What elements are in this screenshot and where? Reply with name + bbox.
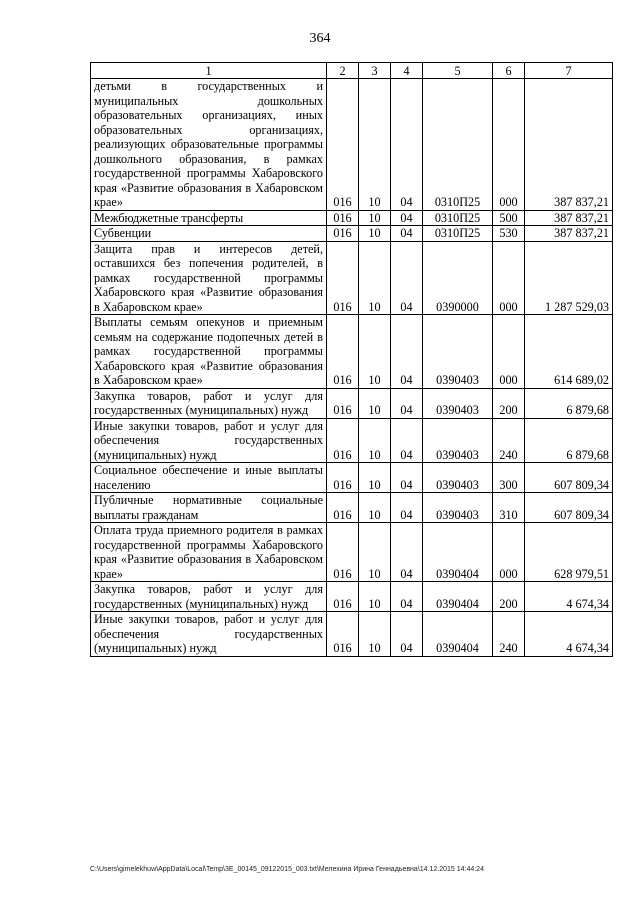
ministry-code-cell: 016 <box>327 210 359 226</box>
subsection-code-cell: 04 <box>391 388 423 418</box>
subsection-code-cell: 04 <box>391 226 423 242</box>
target-article-cell: 0390403 <box>423 418 493 463</box>
row-name-cell: Защита прав и интересов детей, оставшихся без попечения родителей, в рамках государственной программы Хабаровского края «Развитие образования в Хабаровском крае» <box>91 241 327 315</box>
target-article-cell: 0310П25 <box>423 79 493 211</box>
expense-type-cell: 500 <box>493 210 525 226</box>
column-header: 3 <box>359 63 391 79</box>
row-name-cell: детьми в государственных и муниципальных дошкольных образовательных организациях, иных образовательных организациях, реализующих образовательные программы дошкольного образования, в рамках государственной программы Хабаровского края «Развитие образования в Хабаровском крае» <box>91 79 327 211</box>
expense-type-cell: 000 <box>493 79 525 211</box>
subsection-code-cell: 04 <box>391 493 423 523</box>
table-row <box>91 226 613 242</box>
column-header: 4 <box>391 63 423 79</box>
expense-type-cell: 000 <box>493 241 525 315</box>
table-row <box>91 523 613 582</box>
ministry-code-cell: 016 <box>327 315 359 389</box>
target-article-cell: 0310П25 <box>423 226 493 242</box>
column-number-row <box>91 63 613 79</box>
budget-table <box>90 62 613 657</box>
amount-cell: 387 837,21 <box>525 210 613 226</box>
table-row <box>91 210 613 226</box>
ministry-code-cell: 016 <box>327 418 359 463</box>
section-code-cell: 10 <box>359 79 391 211</box>
expense-type-cell: 200 <box>493 582 525 612</box>
subsection-code-cell: 04 <box>391 79 423 211</box>
target-article-cell: 0390403 <box>423 315 493 389</box>
row-name-cell: Иные закупки товаров, работ и услуг для обеспечения государственных (муниципальных) нужд <box>91 612 327 657</box>
amount-cell: 614 689,02 <box>525 315 613 389</box>
table-row <box>91 241 613 315</box>
row-name-cell: Социальное обеспечение и иные выплаты населению <box>91 463 327 493</box>
row-name-cell: Публичные нормативные социальные выплаты гражданам <box>91 493 327 523</box>
ministry-code-cell: 016 <box>327 493 359 523</box>
expense-type-cell: 530 <box>493 226 525 242</box>
amount-cell: 387 837,21 <box>525 79 613 211</box>
section-code-cell: 10 <box>359 241 391 315</box>
target-article-cell: 0390404 <box>423 612 493 657</box>
ministry-code-cell: 016 <box>327 582 359 612</box>
section-code-cell: 10 <box>359 226 391 242</box>
subsection-code-cell: 04 <box>391 612 423 657</box>
table-row <box>91 315 613 389</box>
target-article-cell: 0310П25 <box>423 210 493 226</box>
expense-type-cell: 310 <box>493 493 525 523</box>
subsection-code-cell: 04 <box>391 463 423 493</box>
amount-cell: 1 287 529,03 <box>525 241 613 315</box>
row-name-cell: Иные закупки товаров, работ и услуг для обеспечения государственных (муниципальных) нужд <box>91 418 327 463</box>
column-header: 2 <box>327 63 359 79</box>
amount-cell: 6 879,68 <box>525 418 613 463</box>
expense-type-cell: 200 <box>493 388 525 418</box>
amount-cell: 387 837,21 <box>525 226 613 242</box>
subsection-code-cell: 04 <box>391 418 423 463</box>
column-header: 7 <box>525 63 613 79</box>
target-article-cell: 0390404 <box>423 582 493 612</box>
table-row <box>91 388 613 418</box>
ministry-code-cell: 016 <box>327 463 359 493</box>
ministry-code-cell: 016 <box>327 241 359 315</box>
amount-cell: 4 674,34 <box>525 612 613 657</box>
amount-cell: 607 809,34 <box>525 493 613 523</box>
table-row <box>91 493 613 523</box>
column-header: 1 <box>91 63 327 79</box>
row-name-cell: Выплаты семьям опекунов и приемным семьям на содержание подопечных детей в рамках государственной программы Хабаровского края «Развитие образования в Хабаровском крае» <box>91 315 327 389</box>
file-path-footer: C:\Users\gimelekhuw\AppData\Local\Temp\3E_00145_09122015_003.txt\Мелехина Ирина Геннадьевна\14.12.2015 14:44:24 <box>90 866 484 873</box>
page-number: 364 <box>309 31 331 46</box>
ministry-code-cell: 016 <box>327 523 359 582</box>
section-code-cell: 10 <box>359 493 391 523</box>
section-code-cell: 10 <box>359 612 391 657</box>
expense-type-cell: 240 <box>493 418 525 463</box>
table-row <box>91 463 613 493</box>
row-name-cell: Закупка товаров, работ и услуг для государственных (муниципальных) нужд <box>91 388 327 418</box>
expense-type-cell: 000 <box>493 315 525 389</box>
table-row <box>91 79 613 211</box>
target-article-cell: 0390403 <box>423 493 493 523</box>
target-article-cell: 0390403 <box>423 463 493 493</box>
section-code-cell: 10 <box>359 582 391 612</box>
ministry-code-cell: 016 <box>327 388 359 418</box>
table-row <box>91 582 613 612</box>
ministry-code-cell: 016 <box>327 612 359 657</box>
target-article-cell: 0390403 <box>423 388 493 418</box>
expense-type-cell: 300 <box>493 463 525 493</box>
section-code-cell: 10 <box>359 210 391 226</box>
row-name-cell: Межбюджетные трансферты <box>91 210 327 226</box>
section-code-cell: 10 <box>359 315 391 389</box>
section-code-cell: 10 <box>359 418 391 463</box>
subsection-code-cell: 04 <box>391 210 423 226</box>
amount-cell: 6 879,68 <box>525 388 613 418</box>
amount-cell: 628 979,51 <box>525 523 613 582</box>
subsection-code-cell: 04 <box>391 315 423 389</box>
ministry-code-cell: 016 <box>327 79 359 211</box>
row-name-cell: Субвенции <box>91 226 327 242</box>
table-row <box>91 418 613 463</box>
expense-type-cell: 000 <box>493 523 525 582</box>
subsection-code-cell: 04 <box>391 523 423 582</box>
section-code-cell: 10 <box>359 388 391 418</box>
column-header: 5 <box>423 63 493 79</box>
row-name-cell: Оплата труда приемного родителя в рамках государственной программы Хабаровского края «Развитие образования в Хабаровском крае» <box>91 523 327 582</box>
amount-cell: 4 674,34 <box>525 582 613 612</box>
column-header: 6 <box>493 63 525 79</box>
subsection-code-cell: 04 <box>391 582 423 612</box>
table-row <box>91 612 613 657</box>
section-code-cell: 10 <box>359 523 391 582</box>
target-article-cell: 0390404 <box>423 523 493 582</box>
row-name-cell: Закупка товаров, работ и услуг для государственных (муниципальных) нужд <box>91 582 327 612</box>
expense-type-cell: 240 <box>493 612 525 657</box>
target-article-cell: 0390000 <box>423 241 493 315</box>
amount-cell: 607 809,34 <box>525 463 613 493</box>
subsection-code-cell: 04 <box>391 241 423 315</box>
section-code-cell: 10 <box>359 463 391 493</box>
ministry-code-cell: 016 <box>327 226 359 242</box>
